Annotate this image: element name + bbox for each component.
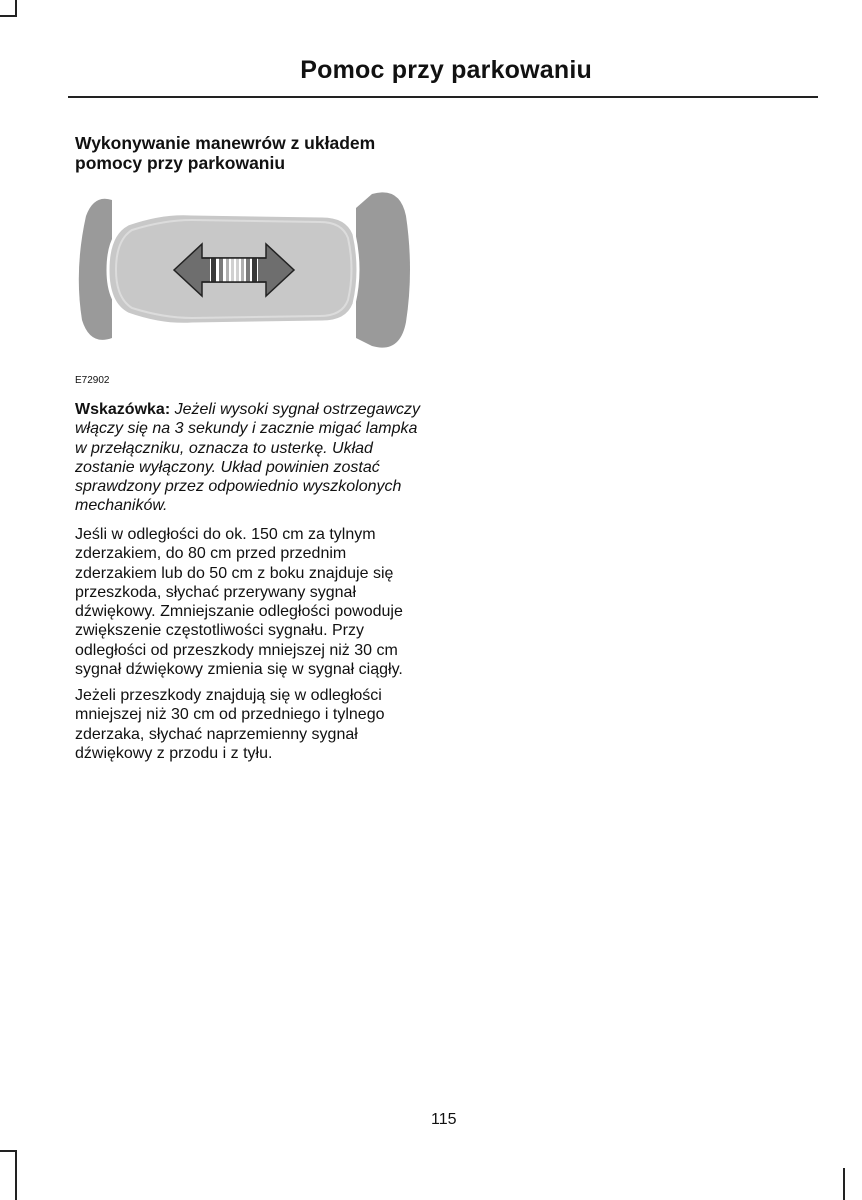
section-heading: Wykonywanie manewrów z układem pomocy przy parkowaniu (75, 133, 376, 173)
crop-mark-top-left-h (0, 15, 17, 17)
page-title: Pomoc przy parkowaniu (300, 56, 592, 84)
page-number: 115 (431, 1111, 457, 1128)
paragraph-distance-signal: Jeśli w odległości do ok. 150 cm za tylnym zderzakiem, do 80 cm przed przednim zderzakiem lub do 50 cm z boku znajduje się przeszkoda, słychać przerywany sygnał dźwiękowy. Zmniejszanie odległości powoduje zwiększenie częstotliwości sygnału. Przy odległości od przeszkody mniejszej niż 30 cm sygnał dźwiękowy zmienia się w sygnał ciągły. (75, 526, 403, 679)
crop-mark-bottom-left-v (15, 1150, 17, 1200)
crop-mark-bottom-right-v (843, 1168, 845, 1200)
obstacle-zone-right (356, 192, 410, 347)
figure-code: E72902 (75, 375, 110, 386)
paragraph-alternating-signal: Jeżeli przeszkody znajdują się w odległości mniejszej niż 30 cm od przedniego i tylnego zderzaka, słychać naprzemienny sygnał dźwiękowy z przodu i z tyłu. (75, 687, 385, 762)
crop-mark-bottom-left-h (0, 1150, 17, 1152)
title-divider (68, 96, 818, 98)
parking-aid-diagram (72, 186, 414, 354)
note-label: Wskazówka: (75, 401, 171, 418)
note (75, 400, 427, 516)
note-text: Jeżeli wysoki sygnał ostrzegawczy włączy się na 3 sekundy i zacznie migać lampka w przełączniku, oznacza to usterkę. Układ zostanie wyłączony. Układ powinien zostać sprawdzony przez odpowiednio wyszkolonych mechaników. (75, 401, 421, 515)
